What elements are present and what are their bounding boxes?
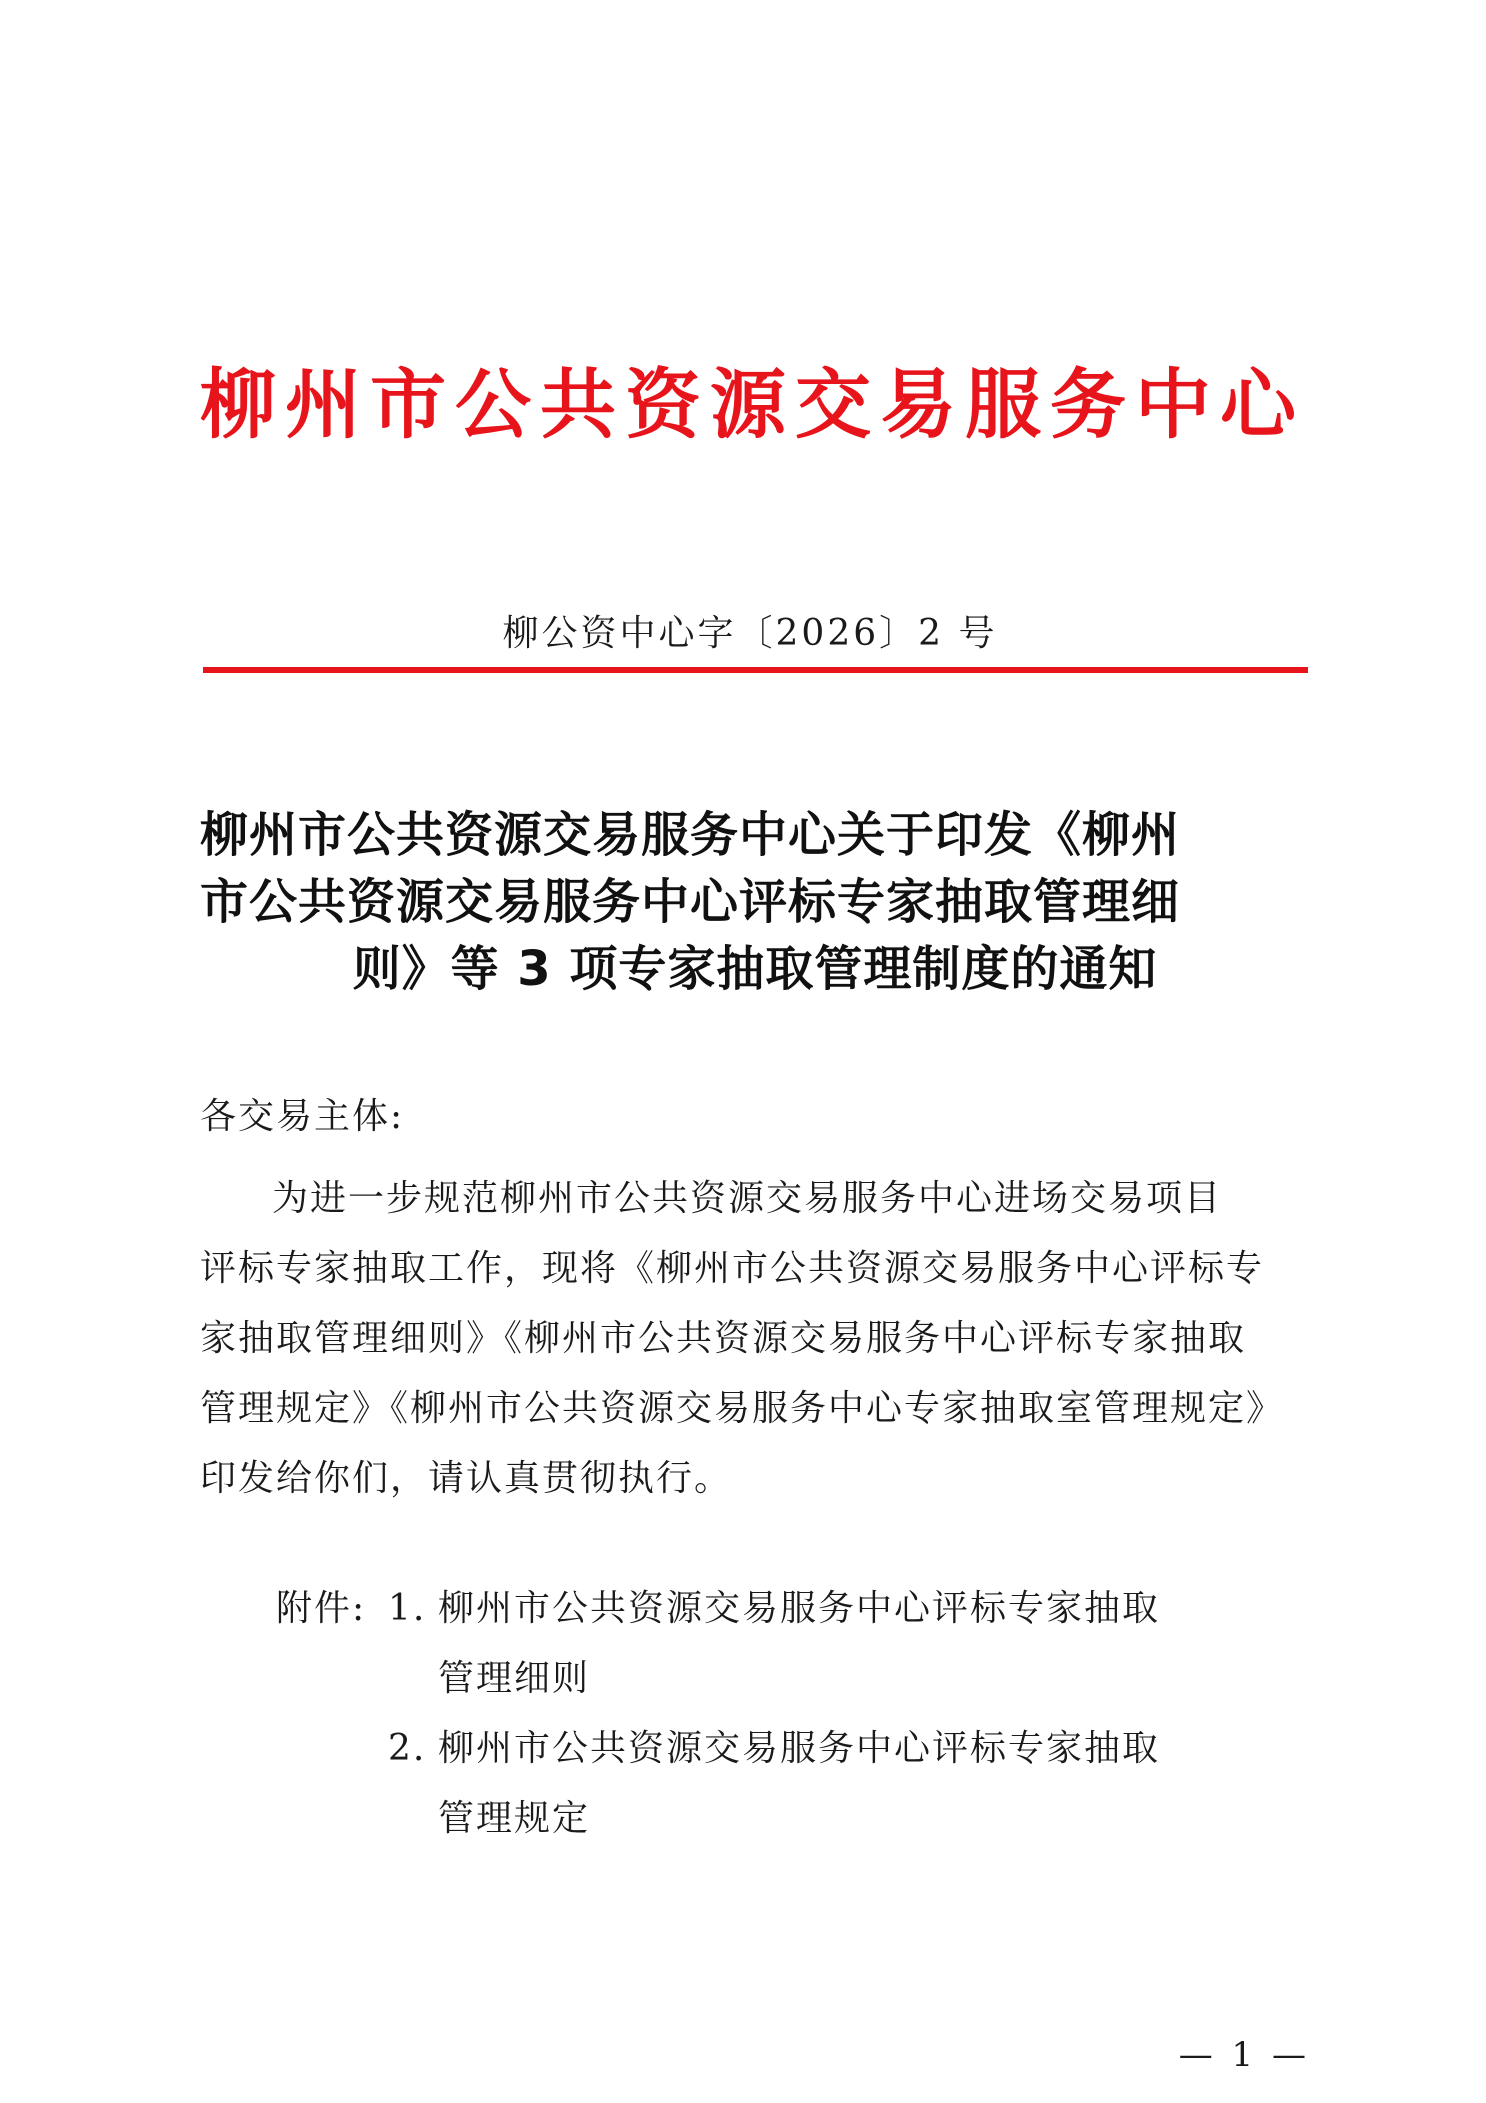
title-line: 市公共资源交易服务中心评标专家抽取管理细 (200, 874, 1181, 930)
paragraph-line: 管理规定》《柳州市公共资源交易服务中心专家抽取室管理规定》 (200, 1388, 1285, 1429)
attachments-label-spacer (276, 1714, 388, 1854)
attachment-title (438, 1574, 1160, 1714)
salutation: 各交易主体: (200, 1096, 405, 1137)
attachments-label: 附件: (276, 1588, 367, 1629)
attachment-title-line: 管理规定 (438, 1798, 591, 1839)
paragraph-line: 评标专家抽取工作，现将《柳州市公共资源交易服务中心评标专 (200, 1248, 1265, 1289)
red-divider-rule (203, 667, 1308, 673)
attachment-title (438, 1714, 1160, 1854)
notice-title (200, 802, 1310, 1003)
attachment-number: 2. (388, 1728, 427, 1769)
title-line: 则》等 3 项专家抽取管理制度的通知 (352, 941, 1158, 997)
document-number: 柳公资中心字〔2026〕2 号 (502, 613, 998, 654)
issuer-heading: 柳州市公共资源交易服务中心 (200, 360, 1305, 449)
paragraph-line: 为进一步规范柳州市公共资源交易服务中心进场交易项目 (272, 1178, 1223, 1219)
page-number: — 1 — (1178, 2035, 1310, 2075)
attachment-title-line: 柳州市公共资源交易服务中心评标专家抽取 (438, 1728, 1161, 1769)
attachment-title-line: 柳州市公共资源交易服务中心评标专家抽取 (438, 1588, 1161, 1629)
body-paragraph (200, 1164, 1320, 1514)
paragraph-line: 印发给你们，请认真贯彻执行。 (200, 1458, 733, 1499)
attachments-list (276, 1574, 1160, 1854)
attachment-title-line: 管理细则 (438, 1658, 591, 1699)
attachment-item (276, 1574, 1160, 1714)
attachment-item (276, 1714, 1160, 1854)
title-line: 柳州市公共资源交易服务中心关于印发《柳州 (200, 807, 1181, 863)
paragraph-line: 家抽取管理细则》《柳州市公共资源交易服务中心评标专家抽取 (200, 1318, 1247, 1359)
attachment-number: 1. (388, 1588, 427, 1629)
